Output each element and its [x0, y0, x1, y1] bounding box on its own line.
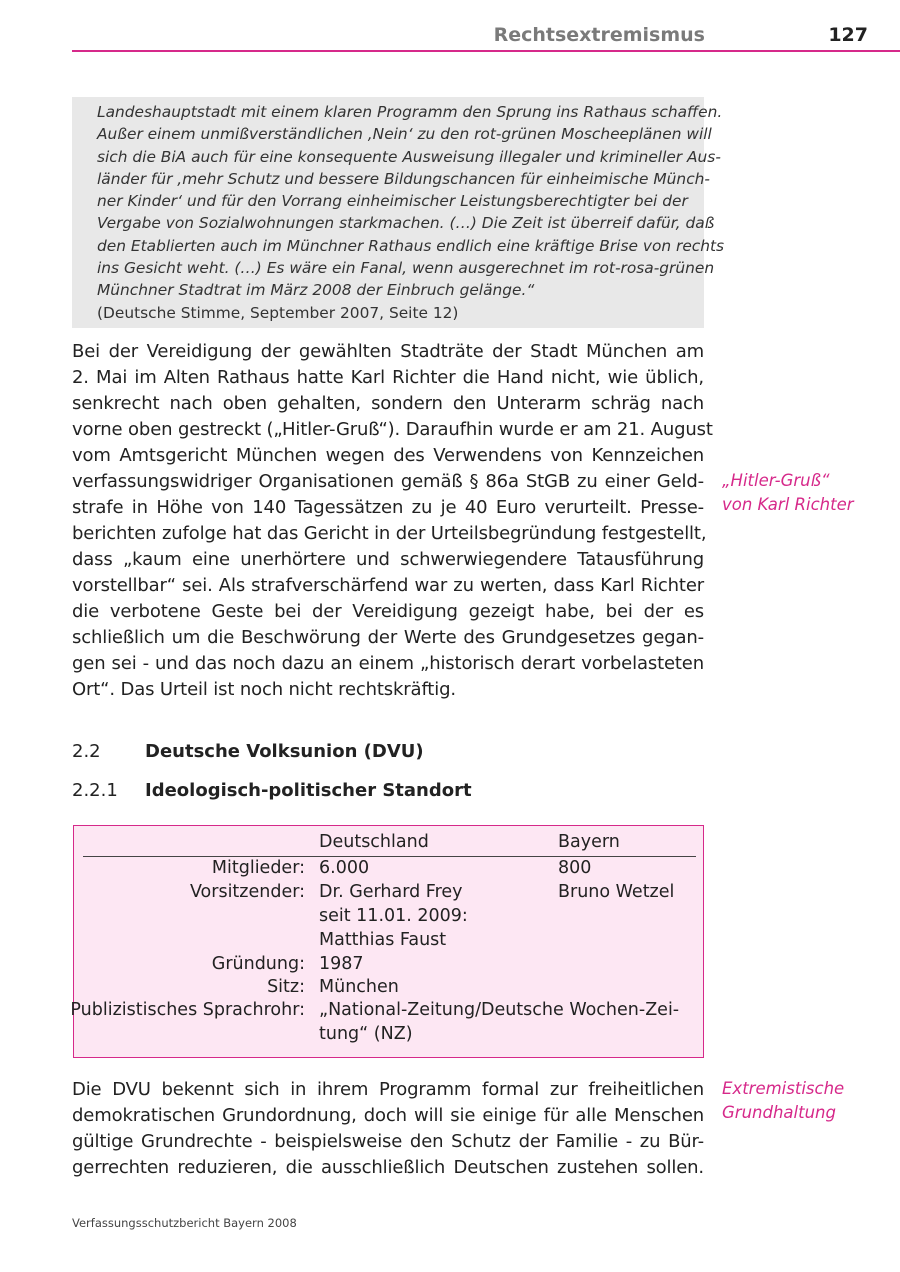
fact-value-de: München: [319, 977, 399, 997]
quote-line: den Etablierten auch im Münchner Rathaus endlich eine kräftige Brise von rechts: [97, 236, 725, 255]
margin-note-line: von Karl Richter: [722, 495, 854, 514]
quote-line: ins Gesicht weht. (…) Es wäre ein Fanal, wenn ausgerechnet im rot-rosa-grünen: [97, 259, 715, 278]
fact-value-de: „National-Zeitung/Deutsche Wochen-Zei-: [319, 1000, 680, 1020]
fact-value-de: Dr. Gerhard Frey: [319, 882, 463, 902]
section-heading-dvu: [72, 740, 424, 764]
fact-value-by: Bruno Wetzel: [558, 882, 675, 902]
fact-value-de: 6.000: [319, 858, 370, 878]
body-line: die verbotene Geste bei der Vereidigung gezeigt habe, bei der es: [72, 601, 704, 622]
header-rule: [72, 50, 900, 52]
body-line: gen sei - und das noch dazu an einem „historisch derart vorbelasteten: [72, 653, 704, 674]
quote-box: [72, 97, 725, 328]
body-line: 2. Mai im Alten Rathaus hatte Karl Richter die Hand nicht, wie üblich,: [72, 367, 704, 388]
quote-line: sich die BiA auch für eine konsequente Ausweisung illegaler und krimineller Aus-: [97, 147, 721, 166]
fact-value-de: seit 11.01. 2009:: [319, 906, 468, 926]
quote-line: Vergabe von Sozialwohnungen starkmachen. (…) Die Zeit ist überreif dafür, daß: [97, 214, 715, 233]
body-line: vom Amtsgericht München wegen des Verwendens von Kennzeichen: [72, 445, 704, 466]
quote-line: Landeshauptstadt mit einem klaren Programm den Sprung ins Rathaus schaffen.: [97, 103, 723, 121]
body-line: gerrechten reduzieren, die ausschließlich Deutschen zustehen sollen.: [72, 1157, 704, 1178]
page-footer: Verfassungsschutzbericht Bayern 2008: [72, 1216, 297, 1230]
subsection-heading-standort: [72, 779, 472, 803]
subsection-title: Ideologisch-politischer Standort: [145, 780, 472, 801]
body-line: Bei der Vereidigung der gewählten Stadträte der Stadt München am: [72, 341, 704, 362]
margin-note-line: Grundhaltung: [722, 1103, 836, 1122]
column-header-bayern: Bayern: [558, 832, 620, 852]
quote-line: länder für ‚mehr Schutz und bessere Bildungschancen für einheimische Münch-: [97, 169, 710, 188]
body-line: schließlich um die Beschwörung der Werte des Grundgesetzes gegan-: [72, 627, 704, 648]
fact-value-de: 1987: [319, 954, 364, 974]
fact-label: Publizistisches Sprachrohr:: [70, 1000, 305, 1020]
running-header-title: Rechtsextremismus: [493, 24, 705, 46]
fact-row: [74, 881, 703, 905]
fact-row: [74, 857, 703, 881]
fact-value-de: Matthias Faust: [319, 930, 447, 950]
quote-source: (Deutsche Stimme, September 2007, Seite 12): [97, 303, 459, 322]
fact-value-by: 800: [558, 858, 592, 878]
body-line: gültige Grundrechte - beispielsweise den Schutz der Familie - zu Bür-: [72, 1131, 704, 1152]
body-line: vorne oben gestreckt („Hitler-Gruß“). Daraufhin wurde er am 21. August: [72, 419, 713, 440]
page-number: 127: [828, 24, 868, 46]
fact-value-de: tung“ (NZ): [319, 1024, 413, 1044]
margin-note-hitler-gruss: [722, 469, 892, 517]
body-line: berichten zufolge hat das Gericht in der Urteilsbegründung festgestellt,: [72, 523, 707, 544]
body-line: demokratischen Grundordnung, doch will sie einige für alle Menschen: [72, 1105, 704, 1126]
margin-note-line: Extremistische: [722, 1079, 845, 1098]
fact-label: Gründung:: [211, 954, 305, 974]
margin-note-grundhaltung: [722, 1077, 892, 1125]
fact-row: [74, 905, 703, 929]
quote-line: Außer einem unmißverständlichen ‚Nein‘ zu den rot-grünen Moscheeplänen will: [97, 125, 712, 144]
body-line: Die DVU bekennt sich in ihrem Programm formal zur freiheitlichen: [72, 1079, 704, 1100]
fact-row: [74, 953, 703, 977]
fact-row: [74, 929, 703, 953]
fact-label: Sitz:: [267, 977, 305, 997]
column-header-deutschland: Deutschland: [319, 832, 429, 852]
body-line: senkrecht nach oben gehalten, sondern den Unterarm schräg nach: [72, 393, 704, 414]
fact-label: Vorsitzender:: [189, 882, 305, 902]
section-number: 2.2: [72, 741, 101, 762]
body-line: verfassungswidriger Organisationen gemäß § 86a StGB zu einer Geld-: [72, 471, 704, 492]
body-line: vorstellbar“ sei. Als strafverschärfend war zu werten, dass Karl Richter: [72, 575, 704, 596]
fact-row: [74, 976, 703, 1000]
fact-label: Mitglieder:: [211, 858, 305, 878]
body-paragraph-dvu: [72, 1077, 704, 1181]
body-line: Ort“. Das Urteil ist noch nicht rechtskräftig.: [72, 679, 456, 700]
quote-line: Münchner Stadtrat im März 2008 der Einbruch gelänge.“: [97, 281, 535, 300]
subsection-number: 2.2.1: [72, 780, 118, 801]
fact-row: [70, 999, 703, 1023]
body-line: dass „kaum eine unerhörtere und schwerwiegendere Tatausführung: [72, 549, 704, 570]
quote-line: ner Kinder‘ und für den Vorrang einheimischer Leistungsberechtigter bei der: [97, 192, 688, 211]
margin-note-line: „Hitler-Gruß“: [722, 471, 830, 490]
body-paragraph-richter: [72, 339, 713, 703]
fact-row: [74, 1023, 703, 1047]
dvu-fact-box: [70, 825, 704, 1058]
section-title: Deutsche Volksunion (DVU): [145, 741, 424, 762]
body-line: strafe in Höhe von 140 Tagessätzen zu je 40 Euro verurteilt. Presse-: [72, 497, 704, 518]
